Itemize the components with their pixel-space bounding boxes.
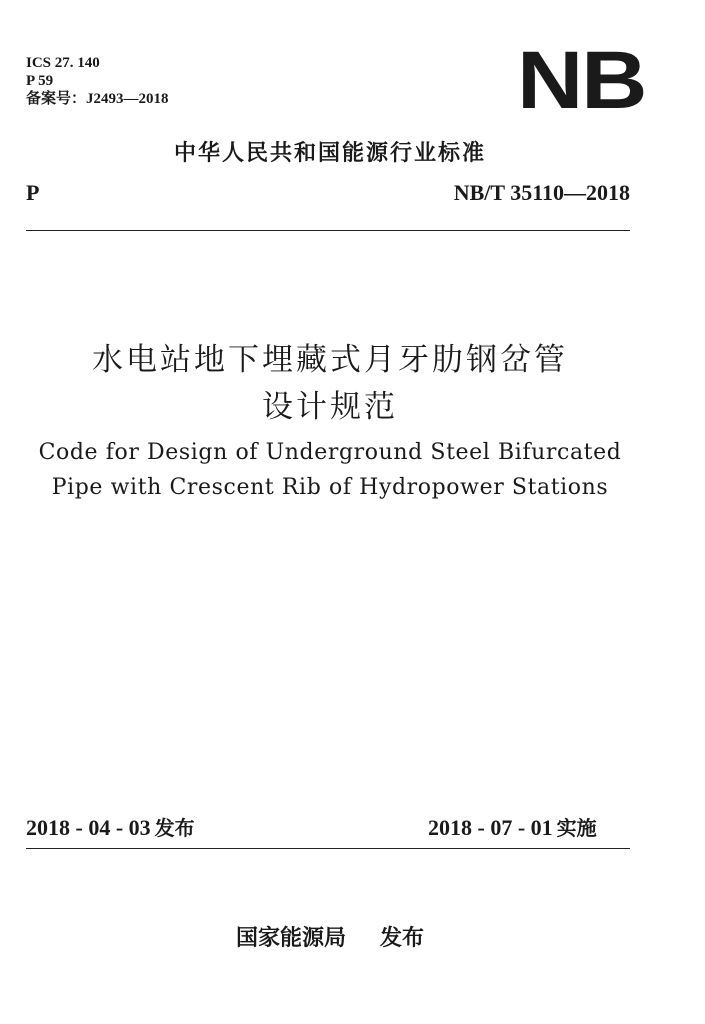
filing-number: 备案号：J2493—2018 [26, 91, 169, 107]
title-cn-line1: 水电站地下埋藏式月牙肋钢岔管 [92, 342, 568, 378]
implement-label: 实施 [556, 816, 597, 840]
standard-type: 中华人民共和国能源行业标准 [173, 141, 486, 166]
publisher-name: 国家能源局 [235, 926, 346, 951]
title-en-line2: Pipe with Crescent Rib of Hydropower Stations [51, 475, 609, 500]
class-code: P 59 [26, 73, 54, 89]
issue-label: 发布 [154, 816, 195, 840]
ics-code: ICS 27. 140 [26, 55, 100, 71]
bottom-divider [26, 848, 630, 849]
implement-date-block [428, 812, 597, 841]
standard-number: NB/T 35110—2018 [453, 180, 630, 205]
publisher-action: 发布 [380, 926, 425, 951]
nb-logo: NB [517, 35, 646, 126]
issue-date: 2018 - 04 - 03 [26, 815, 151, 840]
title-en-line1: Code for Design of Underground Steel Bifurcated [38, 440, 622, 465]
title-cn-line2: 设计规范 [262, 389, 398, 425]
category-letter: P [26, 180, 40, 205]
issue-date-block [26, 812, 195, 841]
publisher-block [0, 921, 660, 952]
top-divider [26, 230, 630, 231]
implement-date: 2018 - 07 - 01 [428, 815, 553, 840]
